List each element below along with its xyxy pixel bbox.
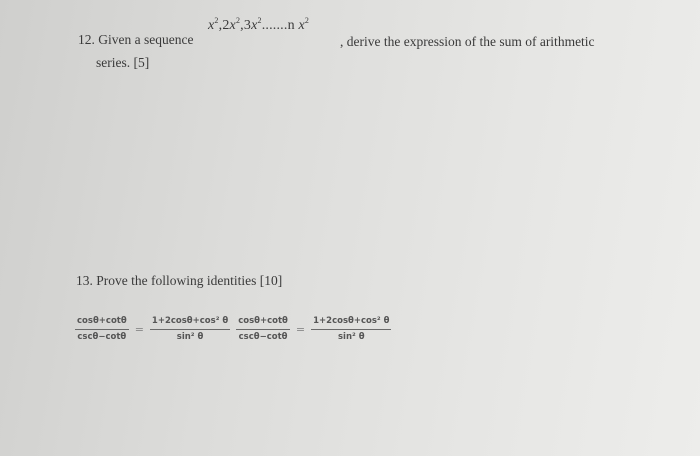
fraction-2-bar xyxy=(150,329,230,330)
question-12-line2: series. [5] xyxy=(96,55,150,70)
question-13-title: 13. Prove the following identities [10] xyxy=(76,273,283,288)
fraction-3-denominator: cscθ−cotθ xyxy=(238,332,288,342)
seq-term-x1: x xyxy=(208,18,215,33)
seq-term-x2: x xyxy=(229,18,236,33)
equals-sign-2: = xyxy=(295,323,306,336)
seq-coef-2: ,2 xyxy=(218,18,230,33)
trig-identity xyxy=(72,316,394,343)
seq-coef-n: n xyxy=(287,18,295,33)
fraction-3 xyxy=(236,316,290,343)
fraction-4 xyxy=(311,316,391,343)
fraction-1-denominator: cscθ−cotθ xyxy=(77,332,127,342)
fraction-4-denominator: sin² θ xyxy=(338,332,365,342)
fraction-4-numerator: 1+2cosθ+cos² θ xyxy=(313,316,390,326)
fraction-2-denominator: sin² θ xyxy=(176,332,204,342)
seq-dots: ....... xyxy=(261,18,288,33)
fraction-1-numerator: cosθ+cotθ xyxy=(77,316,127,326)
seq-term-x3: x xyxy=(251,18,258,33)
fraction-3-bar xyxy=(236,329,290,330)
fraction-1-bar xyxy=(75,329,129,330)
question-12-tail: , derive the expression of the sum of arithmetic xyxy=(340,34,595,49)
fraction-2-numerator: 1+2cosθ+cos² θ xyxy=(151,316,229,326)
seq-exp-2: 2 xyxy=(235,16,241,25)
sequence-expression xyxy=(208,16,309,34)
question-12-lead xyxy=(78,32,193,48)
fraction-2 xyxy=(150,316,230,343)
equals-sign-1: = xyxy=(134,323,144,336)
fraction-3-numerator: cosθ+cotθ xyxy=(238,316,288,326)
seq-coef-3: ,3 xyxy=(240,18,252,33)
seq-exp-n: 2 xyxy=(304,16,310,25)
question-12-lead-text: 12. Given a sequence xyxy=(78,32,194,47)
seq-exp-1: 2 xyxy=(214,16,219,25)
fraction-4-bar xyxy=(311,329,391,330)
seq-exp-3: 2 xyxy=(257,16,262,25)
seq-term-xn: x xyxy=(294,18,305,33)
fraction-1 xyxy=(75,316,129,343)
